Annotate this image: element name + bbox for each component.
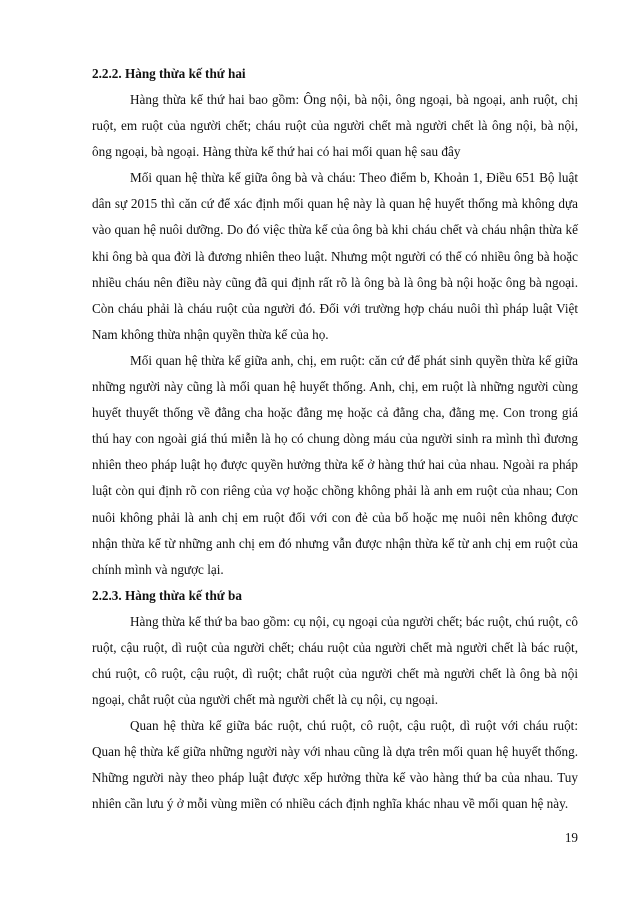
paragraph-siblings: Mối quan hệ thừa kế giữa anh, chị, em ruột: căn cứ để phát sinh quyền thừa kế giữa những người này cũng là mối quan hệ huyết thống. Anh, chị, em ruột là những người cùng huyết thuyết thống về đằng cha hoặc đằng mẹ hoặc cả đằng cha, đằng mẹ. Con trong giá thú hay con ngoài giá thú miễn là họ có chung dòng máu của người sinh ra mình thì đương nhiên theo pháp luật họ được quyền hưởng thừa kế ở hàng thứ hai của nhau. Ngoài ra pháp luật còn qui định rõ con riêng của vợ hoặc chồng không phải là anh em ruột của nhau; Con nuôi không phải là anh chị em ruột đối với con đẻ của bố hoặc mẹ nuôi nên không được nhận thừa kế từ những anh chị em đó nhưng vẫn được nhận thừa kế từ anh chị em ruột của chính mình và ngược lại. [92,352,578,577]
paragraph-uncles-aunts-nephews: Quan hệ thừa kế giữa bác ruột, chú ruột, cô ruột, cậu ruột, dì ruột với cháu ruột: Quan hệ thừa kế giữa những người này với nhau cũng là dựa trên mối quan hệ huyết thống. Những người này theo pháp luật được xếp hưởng thừa kế vào hàng thứ ba của nhau. Tuy nhiên cần lưu ý ở mỗi vùng miền có nhiều cách định nghĩa khác nhau về mối quan hệ này. [92,718,578,812]
section-heading-2-2-2: 2.2.2. Hàng thừa kế thứ hai [92,66,246,81]
section-heading-2-2-3: 2.2.3. Hàng thừa kế thứ ba [92,587,242,603]
paragraph-second-tier-intro: Hàng thừa kế thứ hai bao gồm: Ông nội, bà nội, ông ngoại, bà ngoại, anh ruột, chị ruột, em ruột của người chết; cháu ruột của người chết mà người chết là ông nội, bà nội, ông ngoại, bà ngoại. Hàng thừa kế thứ hai có hai mối quan hệ sau đây [92,92,578,160]
paragraph-third-tier-intro: Hàng thừa kế thứ ba bao gồm: cụ nội, cụ ngoại của người chết; bác ruột, chú ruột, cô ruột, cậu ruột, dì ruột của người chết; cháu ruột của người chết mà người chết là bác ruột, chú ruột, cô ruột, cậu ruột, dì ruột; chắt ruột của người chết mà người chết là ông bà nội ngoại, chắt ruột của người chết mà người chết là cụ nội, cụ ngoại. [92,613,578,708]
page-number: 19 [564,830,578,845]
paragraph-grandparents-grandchildren: Mối quan hệ thừa kế giữa ông bà và cháu: Theo điểm b, Khoản 1, Điều 651 Bộ luật dân sự 2015 thì căn cứ để xác định mối quan hệ này là quan hệ huyết thống mà không dựa vào quan hệ nuôi dưỡng. Do đó việc thừa kế của ông bà khi cháu chết và cháu nhận thừa kế khi ông bà qua đời là đương nhiên theo luật. Nhưng một người có thể có nhiều ông bà hoặc nhiều cháu nên điều này cũng đã qui định rất rõ là ông bà là ông bà nội hoặc ông bà ngoại. Còn cháu phải là cháu ruột của người đó. Đối với trường hợp cháu nuôi thì pháp luật Việt Nam không thừa nhận quyền thừa kế của họ. [92,170,578,342]
